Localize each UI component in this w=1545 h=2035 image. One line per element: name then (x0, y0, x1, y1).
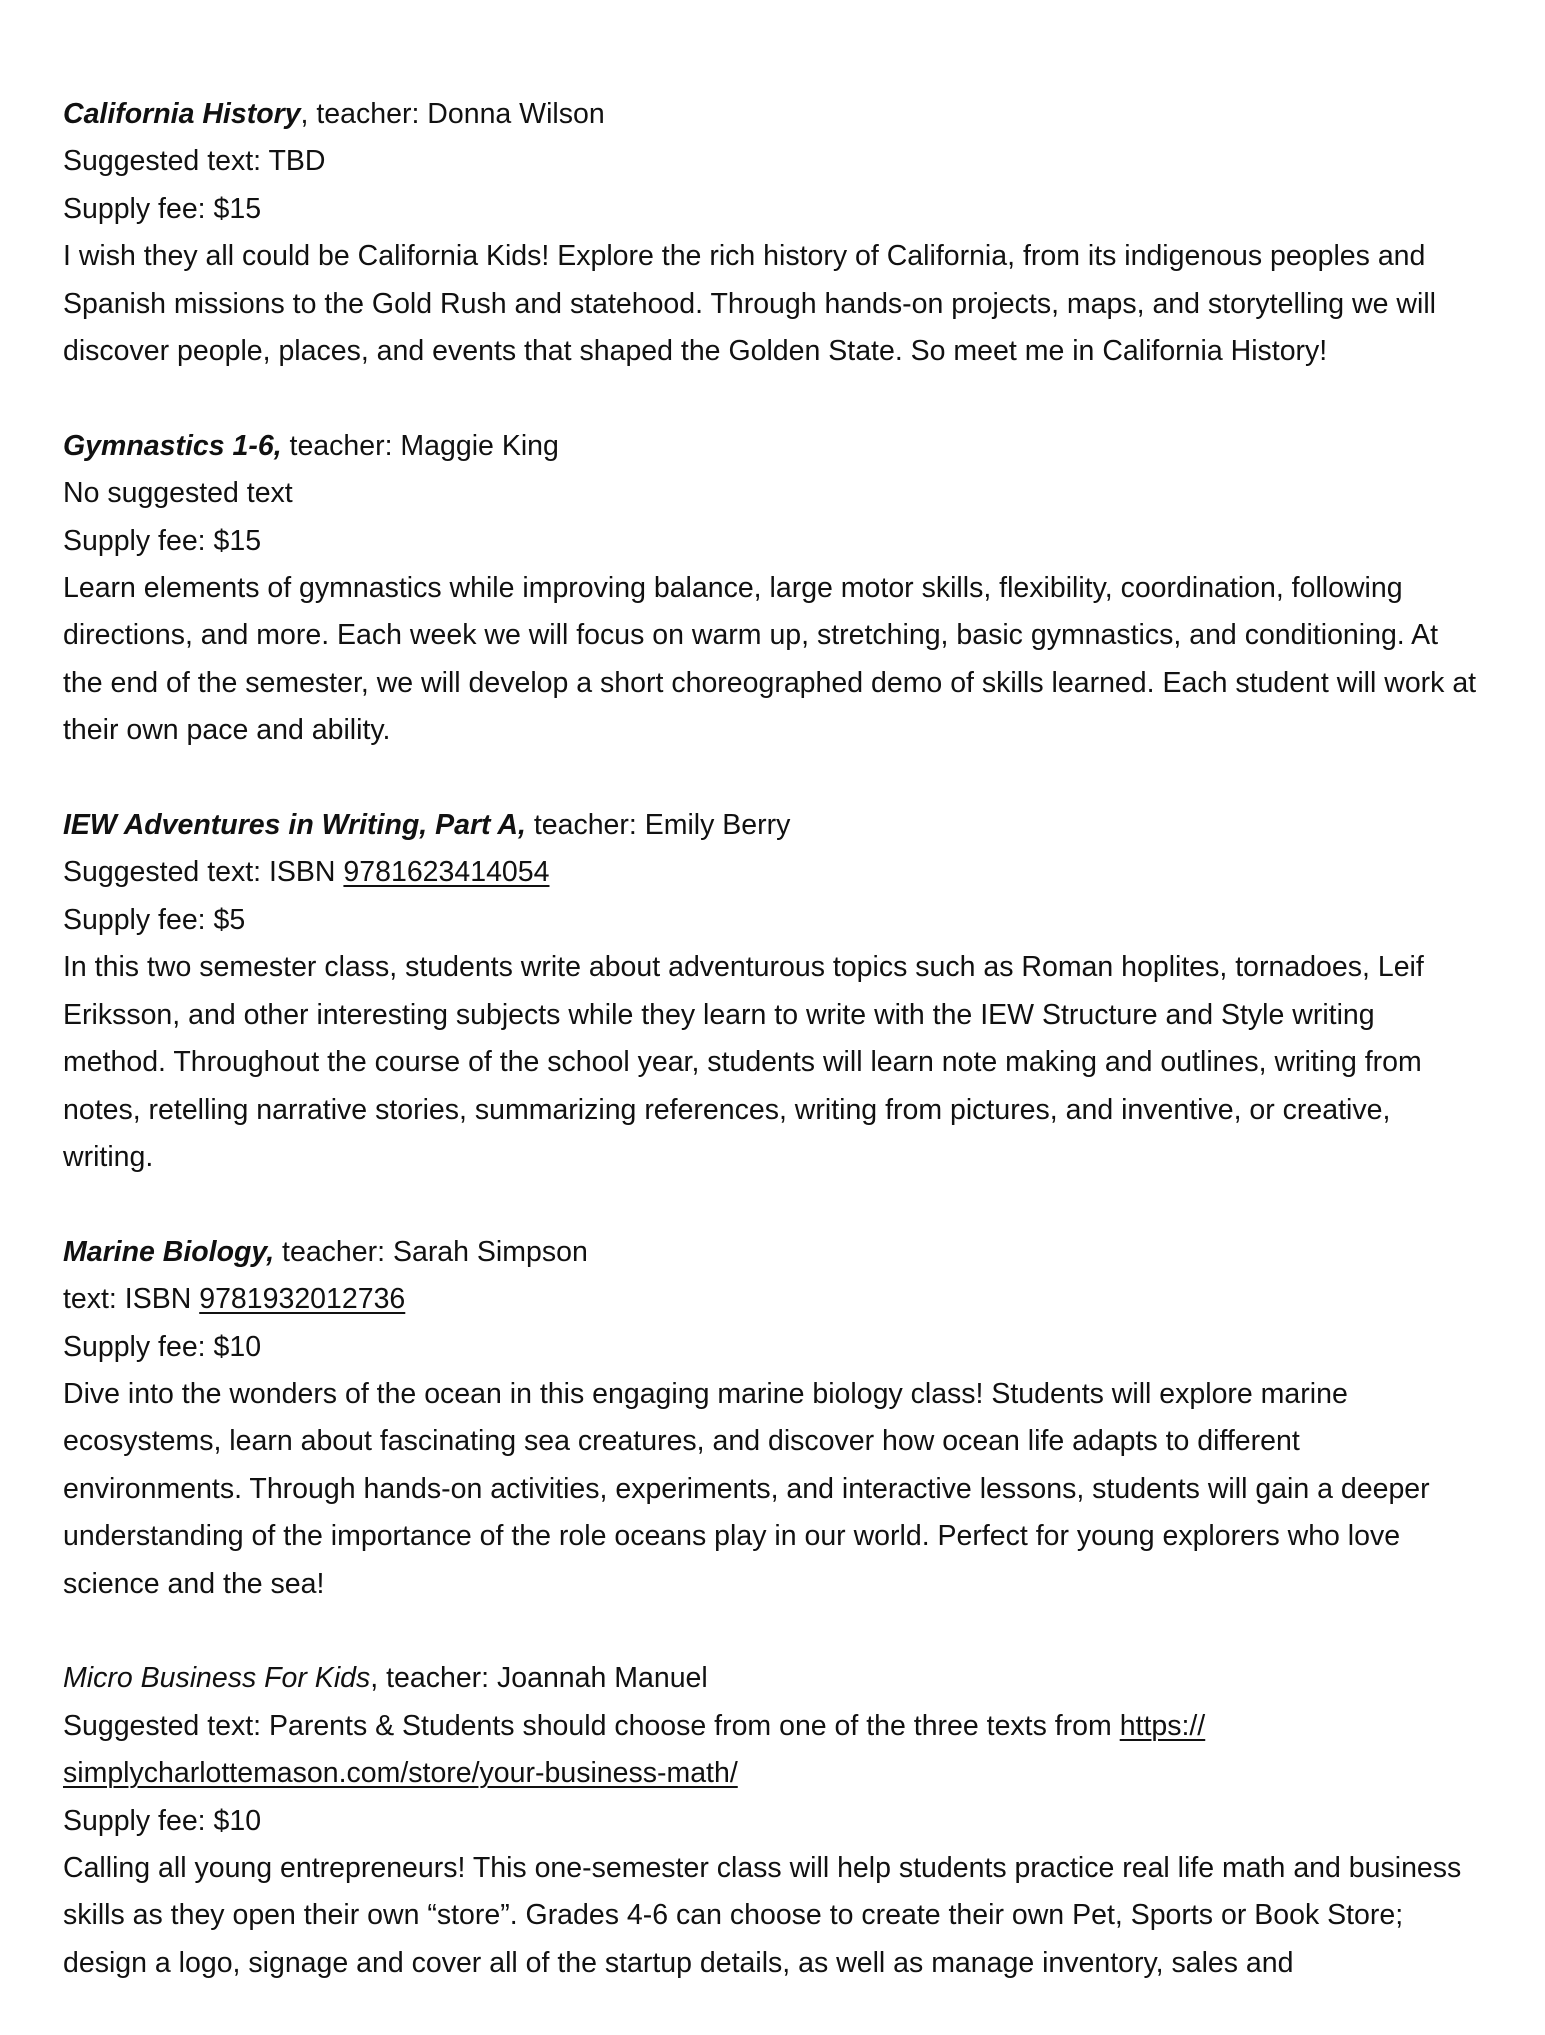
course-description: Dive into the wonders of the ocean in this engaging marine biology class! Students will explore marine ecosystems, learn about fascinating sea creatures, and discover how ocean life adapts to different environments. Through hands-on activities, experiments, and interactive lessons, students will gain a deeper understanding of the importance of the role oceans play in our world. Perfect for young explorers who love science and the sea! (63, 1377, 1430, 1600)
course-micro-business (63, 1655, 1483, 1987)
course-teacher: , teacher: Donna Wilson (300, 98, 605, 130)
course-text (63, 849, 1483, 896)
course-description: I wish they all could be California Kids! Explore the rich history of California, from its indigenous peoples and Spanish missions to the Gold Rush and statehood. Through hands-on projects, maps, and storytelling we will discover people, places, and events that shaped the Golden State. So meet me in California History! (63, 240, 1436, 368)
course-heading (63, 423, 1483, 470)
course-description: Learn elements of gymnastics while improving balance, large motor skills, flexibility, coordination, following directions, and more. Each week we will focus on warm up, stretching, basic gymnastics, and conditioning. At the end of the semester, we will develop a short choreographed demo of skills learned. Each student will work at their own pace and ability. (63, 572, 1477, 747)
course-fee: Supply fee: $5 (63, 903, 246, 936)
course-text-label: Suggested text: ISBN (63, 856, 344, 889)
isbn-link[interactable]: 9781932012736 (199, 1283, 406, 1316)
course-marine-biology (63, 1229, 1483, 1608)
course-text-label: text: ISBN (63, 1283, 200, 1316)
course-iew-adventures (63, 802, 1483, 1181)
course-teacher: , teacher: Joannah Manuel (370, 1662, 708, 1695)
course-teacher: teacher: Maggie King (281, 429, 559, 462)
course-text: Suggested text: TBD (63, 145, 326, 178)
course-title: IEW Adventures in Writing, Part A, (63, 809, 526, 842)
course-text (63, 1703, 1483, 1750)
course-list (63, 91, 1483, 2035)
course-heading (63, 91, 1483, 138)
course-fee: Supply fee: $10 (63, 1330, 262, 1363)
course-title: Marine Biology, (63, 1235, 275, 1268)
isbn-link[interactable]: 9781623414054 (343, 856, 550, 889)
course-title: Micro Business For Kids (63, 1662, 371, 1695)
course-title: Gymnastics 1-6, (63, 429, 282, 462)
course-text: No suggested text (63, 477, 293, 510)
course-description: Calling all young entrepreneurs! This one-semester class will help students practice real life math and business skills as they open their own “store”. Grades 4-6 can choose to create their own Pet, Sports or Book Store; design a logo, signage and cover all of the startup details, as well as manage inventory, sales and (63, 1851, 1462, 1979)
course-text-cont (63, 1750, 1483, 1797)
course-text (63, 1276, 1483, 1323)
course-gymnastics (63, 423, 1483, 755)
store-link-cont[interactable]: simplycharlottemason.com/store/your-business-math/ (63, 1757, 738, 1790)
course-teacher: teacher: Sarah Simpson (274, 1235, 588, 1268)
course-fee: Supply fee: $15 (63, 524, 262, 557)
course-heading (63, 802, 1483, 849)
course-text-label: Suggested text: Parents & Students should choose from one of the three texts from (63, 1709, 1120, 1742)
course-teacher: teacher: Emily Berry (525, 809, 791, 842)
course-heading (63, 1655, 1483, 1702)
course-heading (63, 1229, 1483, 1276)
course-california-history (63, 91, 1483, 375)
course-description: In this two semester class, students write about adventurous topics such as Roman hoplites, tornadoes, Leif Eriksson, and other interesting subjects while they learn to write with the IEW Structure and Style writing method. Throughout the course of the school year, students will learn note making and outlines, writing from notes, retelling narrative stories, summarizing references, writing from pictures, and inventive, or creative, writing. (63, 951, 1424, 1173)
store-link[interactable]: https:// (1119, 1709, 1206, 1742)
course-fee: Supply fee: $15 (63, 192, 262, 225)
course-fee: Supply fee: $10 (63, 1804, 262, 1837)
course-title: California History (63, 98, 301, 130)
